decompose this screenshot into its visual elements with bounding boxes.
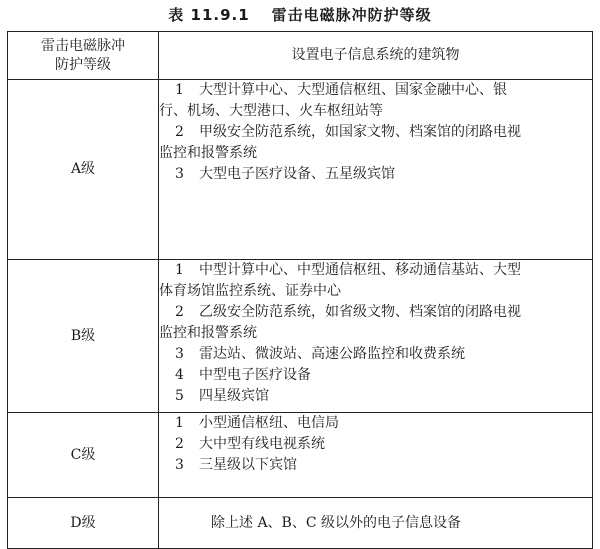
header-grade [8,32,159,80]
list-item: 3 三星级以下宾馆 [175,457,297,473]
list-item: 4 中型电子医疗设备 [175,367,311,383]
table-row-grade-a [8,80,593,260]
table-row-grade-d [8,498,593,549]
list-item: 1 中型计算中心、中型通信枢纽、移动通信基站、大型 体育场馆监控系统、证券中心 [159,262,521,299]
table-number: 表 11.9.1 [168,6,250,24]
list-item: 5 四星级宾馆 [175,388,269,404]
grade-cell-a: A级 [8,80,159,260]
table-caption [0,4,600,25]
table-title: 雷击电磁脉冲防护等级 [271,6,432,24]
list-item: 1 小型通信枢纽、电信局 [175,415,339,431]
protection-grade-table [7,31,593,549]
table-row-grade-c [8,413,593,498]
items-cell-b [159,260,593,413]
header-grade-line1: 雷击电磁脉冲 [41,37,125,54]
grade-cell-c: C级 [8,413,159,498]
header-buildings: 设置电子信息系统的建筑物 [159,32,593,80]
items-cell-a [159,80,593,260]
header-grade-line2: 防护等级 [55,56,111,73]
grade-cell-d: D级 [8,498,159,549]
list-item: 除上述 A、B、C 级以外的电子信息设备 [211,514,462,531]
list-item: 3 大型电子医疗设备、五星级宾馆 [175,166,395,182]
table-row-grade-b [8,260,593,413]
items-cell-d [159,498,593,549]
table-header-row [8,32,593,80]
list-item: 3 雷达站、微波站、高速公路监控和收费系统 [175,346,465,362]
list-item: 2 甲级安全防范系统，如国家文物、档案馆的闭路电视 监控和报警系统 [159,124,521,161]
list-item: 2 乙级安全防范系统，如省级文物、档案馆的闭路电视 监控和报警系统 [159,304,521,341]
list-item: 2 大中型有线电视系统 [175,436,325,452]
grade-cell-b: B级 [8,260,159,413]
list-item: 1 大型计算中心、大型通信枢纽、国家金融中心、银 行、机场、大型港口、火车枢纽站等 [159,82,507,119]
items-cell-c [159,413,593,498]
